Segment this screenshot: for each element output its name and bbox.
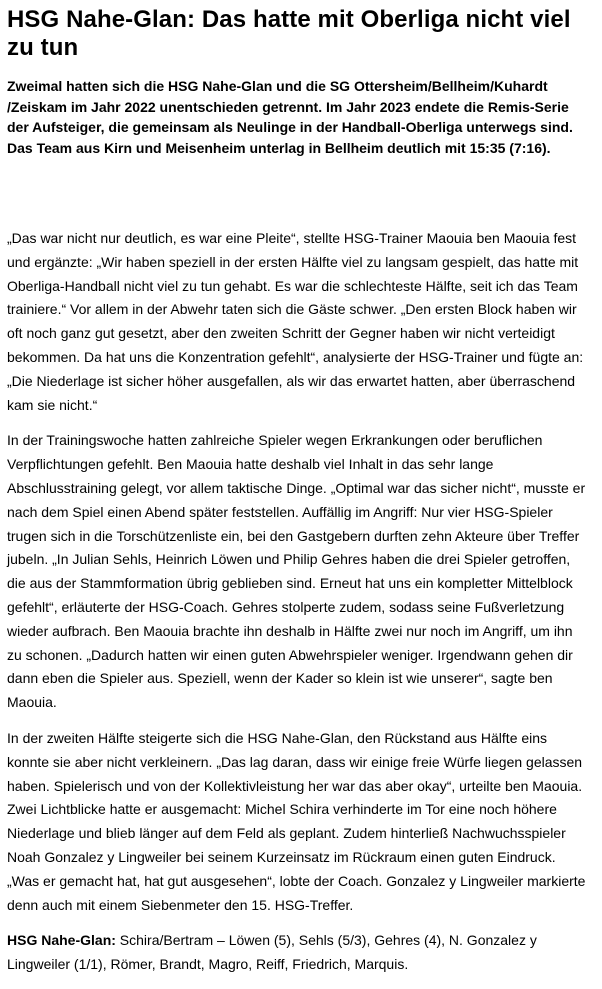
article-lead: Zweimal hatten sich die HSG Nahe-Glan und die SG Ottersheim/Bellheim/Kuhardt /Zeiskam im Jahr 2022 unentschieden getrennt. Im Jahr 2023 endete die Remis-Serie der Aufsteiger, die gemeinsam als Neulinge in der Handball-Oberliga unterwegs sind. Das Team aus Kirn und Meisenheim unterlag in Bellheim deutlich mit 15:35 (7:16). — [7, 78, 573, 156]
article-paragraph-2: In der Trainingswoche hatten zahlreiche Spieler wegen Erkrankungen oder beruflichen Verpflichtungen gefehlt. Ben Maouia hatte deshalb viel Inhalt in das sehr lange Abschlusstraining gelegt, vor allem taktische Dinge. „Optimal war das sicher nicht“, musste er nach dem Spiel einen Abend später feststellen. Auffällig im Angriff: Nur vier HSG-Spieler trugen sich in die Torschützenliste ein, bei den Gastgebern durften zehn Akteure über Treffer jubeln. „In Julian Sehls, Heinrich Löwen und Philip Gehres haben die drei Spieler getroffen, die aus der Stammformation übrig geblieben sind. Erneut hat uns ein kompletter Mittelblock gefehlt“, erläuterte der HSG-Coach. Gehres stolperte zudem, sodass seine Fußverletzung wieder aufbrach. Ben Maouia brachte ihn deshalb in Hälfte zwei nur noch im Angriff, um ihn zu schonen. „Dadurch hatten wir einen guten Abwehrspieler weniger. Irgendwann gehen dir dann eben die Spieler aus. Speziell, wenn der Kader so klein ist wie unserer“, sagte ben Maouia. — [7, 432, 586, 711]
article-paragraph-1: „Das war nicht nur deutlich, es war eine Pleite“, stellte HSG-Trainer Maouia ben Maouia fest und ergänzte: „Wir haben speziell in der ersten Hälfte viel zu langsam gespielt, das hatte mit Oberliga-Handball nicht viel zu tun gehabt. Es war die schlechteste Hälfte, seit ich das Team trainiere.“ Vor allem in der Abwehr taten sich die Gäste schwer. „Den ersten Block haben wir oft noch ganz gut gesetzt, aber den zweiten Schritt der Gegner haben wir nicht verteidigt bekommen. Da hat uns die Konzentration gefehlt“, analysierte der HSG-Trainer und fügte an: „Die Niederlage ist sicher höher ausgefallen, als wir das erwartet hatten, aber überraschend kam sie nicht.“ — [7, 230, 584, 413]
team-lineup — [7, 929, 588, 977]
article-headline: HSG Nahe-Glan: Das hatte mit Oberliga nicht viel zu tun — [7, 6, 571, 61]
lead-spacer — [7, 158, 588, 227]
lineup-label: HSG Nahe-Glan: — [7, 932, 116, 949]
lineup-players: Schira/Bertram – Löwen (5), Sehls (5/3), Gehres (4), N. Gonzalez y Lingweiler (1/1), Römer, Brandt, Magro, Reiff, Friedrich, Marquis. — [7, 932, 537, 973]
article-paragraph-3: In der zweiten Hälfte steigerte sich die HSG Nahe-Glan, den Rückstand aus Hälfte eins konnte sie aber nicht verkleinern. „Das lag daran, dass wir einige freie Würfe liegen gelassen haben. Spielerisch und von der Kollektivleistung her war das aber okay“, urteilte ben Maouia. Zwei Lichtblicke hatte er ausgemacht: Michel Schira verhinderte im Tor eine noch höhere Niederlage und blieb länger auf dem Feld als geplant. Zudem hinterließ Nachwuchsspieler Noah Gonzalez y Lingweiler bei seinem Kurzeinsatz im Rückraum einen guten Eindruck. „Was er gemacht hat, hat gut ausgesehen“, lobte der Coach. Gonzalez y Lingweiler markierte denn auch mit einem Siebenmeter den 15. HSG-Treffer. — [7, 729, 586, 913]
